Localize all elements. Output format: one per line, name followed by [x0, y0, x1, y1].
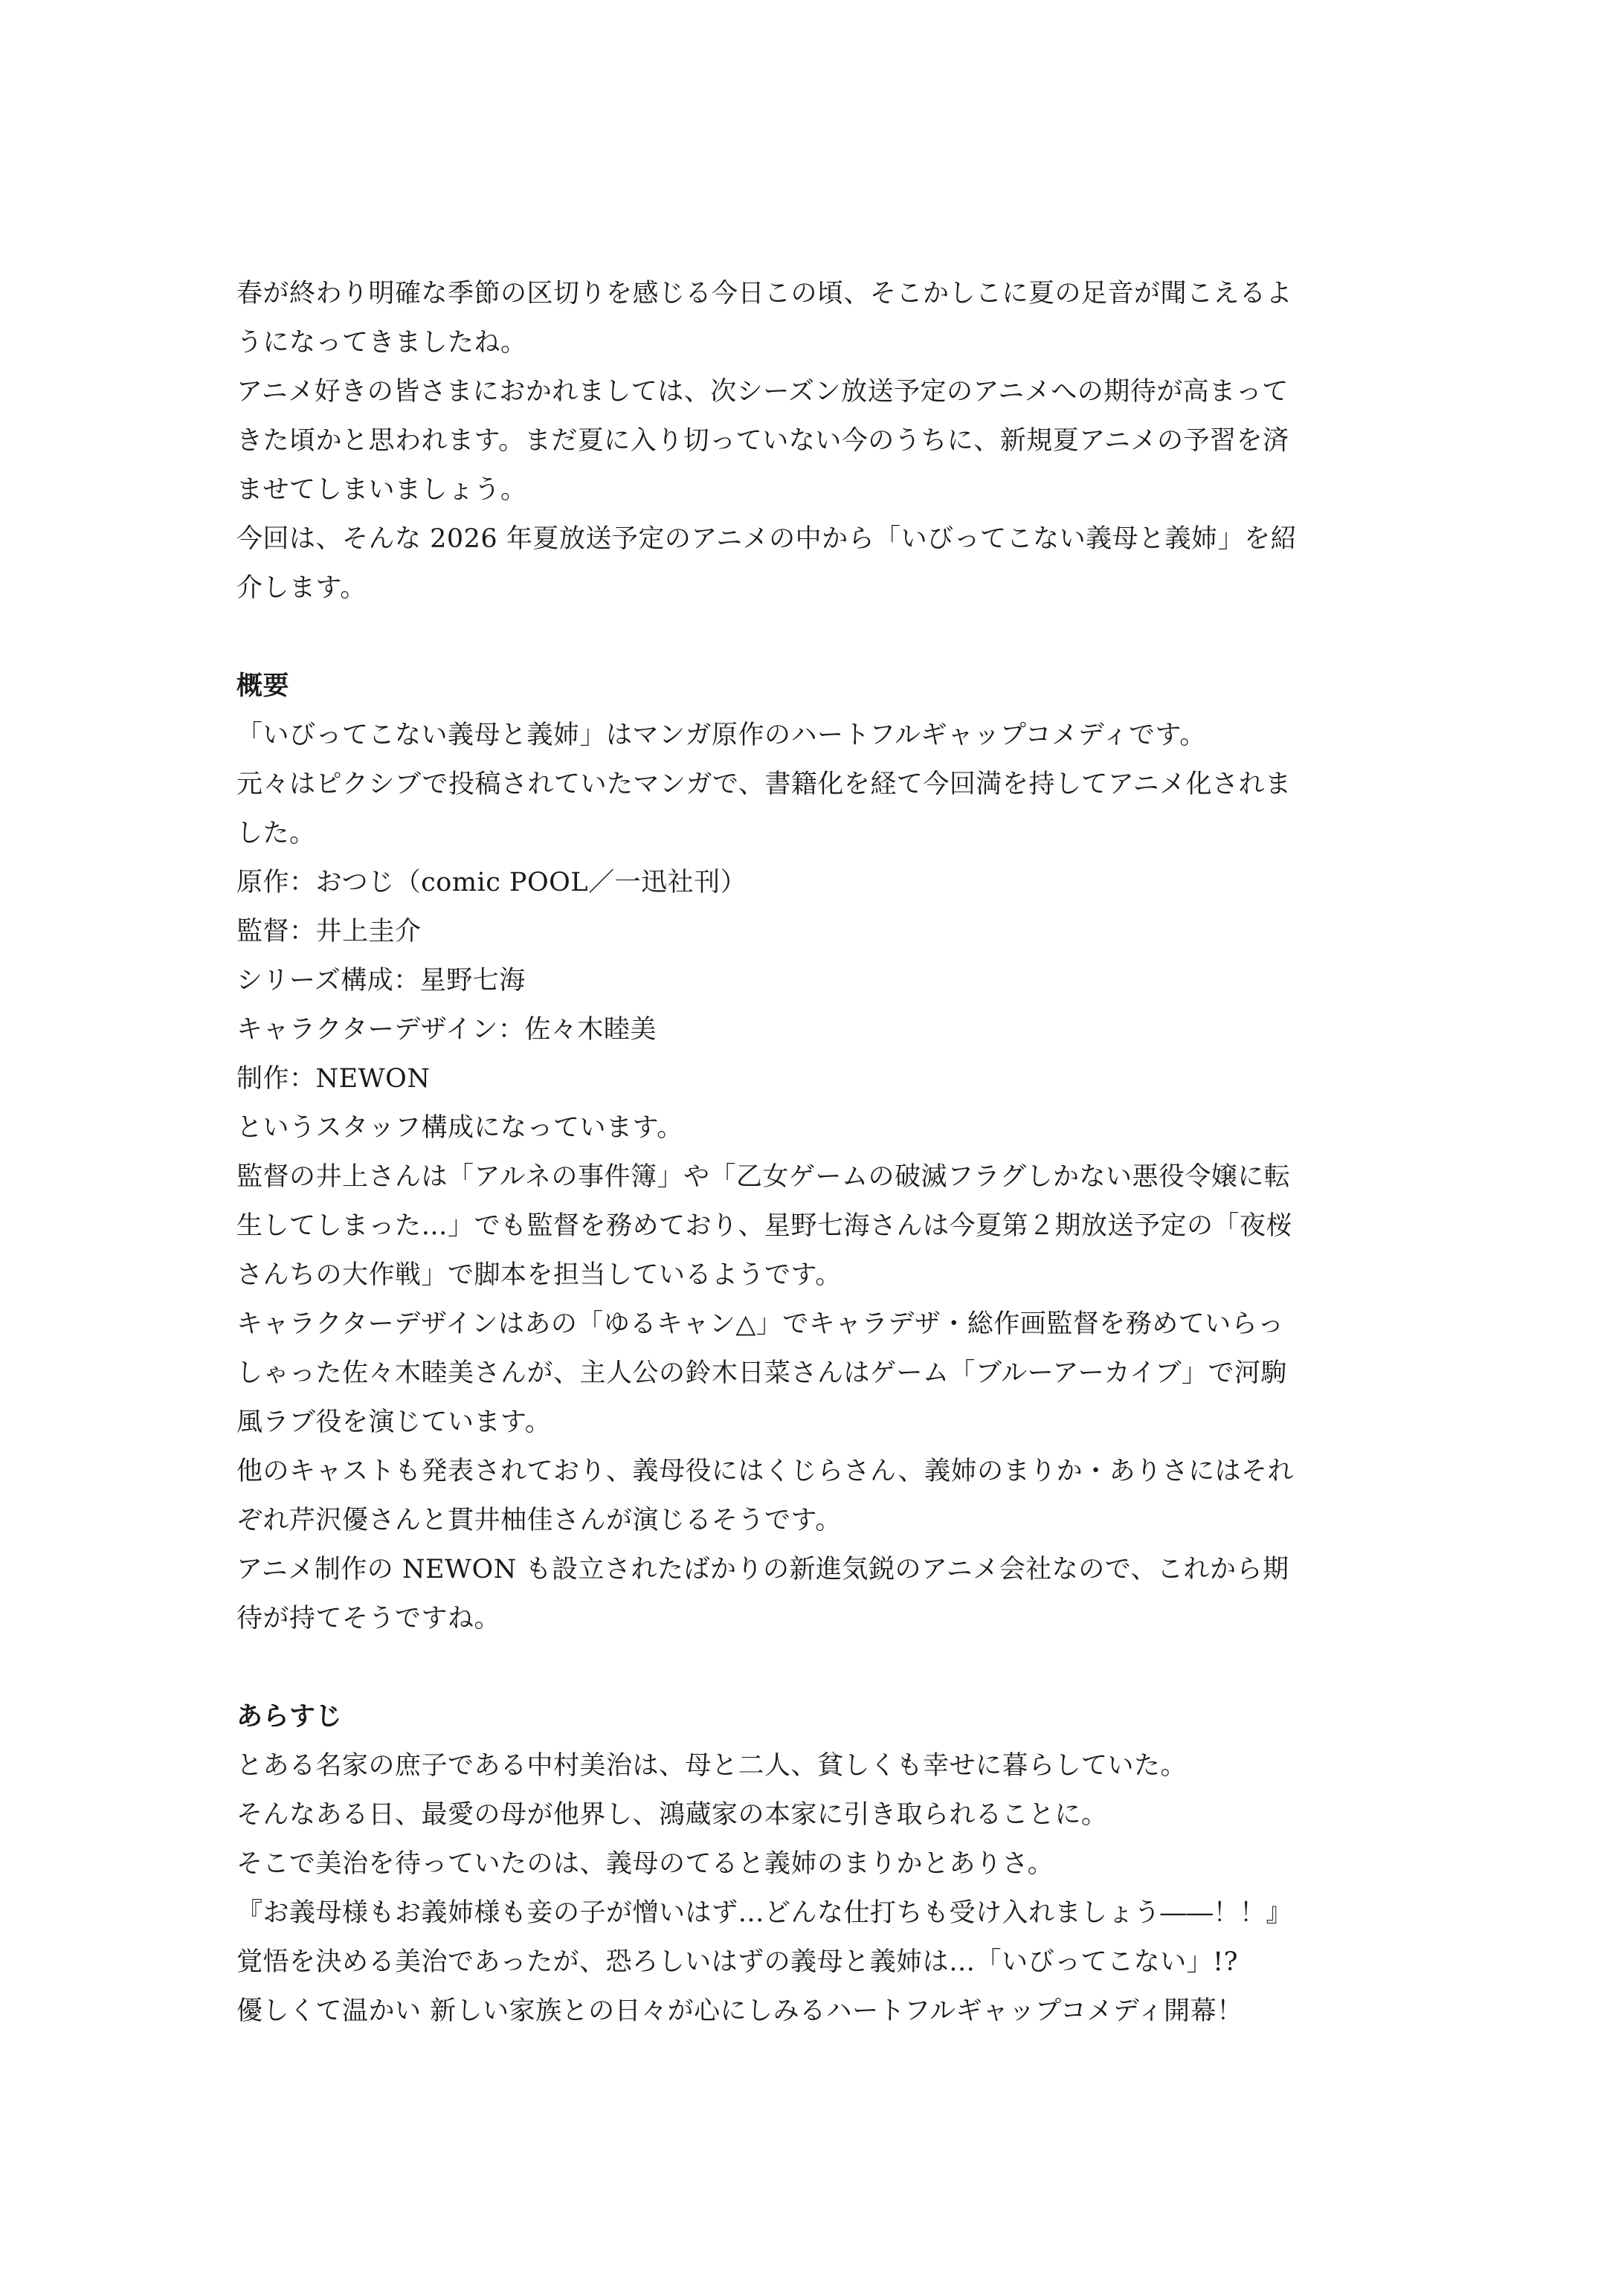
synopsis-line: そこで美治を待っていたのは、義母のてると義姉のまりかとありさ。: [236, 1849, 1054, 1879]
overview-line: ぞれ芹沢優さんと貫井柚佳さんが演じるそうです。: [236, 1506, 842, 1535]
overview-line: というスタッフ構成になっています。: [236, 1113, 683, 1143]
synopsis-line: 覚悟を決める美治であったが、恐ろしいはずの義母と義姉は…「いびってこない」!?: [236, 1947, 1238, 1977]
section-spacer: [236, 1643, 1396, 1692]
staff-original-work: 原作：おつじ（comic POOL／一迅社刊）: [236, 868, 747, 897]
synopsis-line: 優しくて温かい 新しい家族との日々が心にしみるハートフルギャップコメディ開幕！: [236, 1996, 1243, 2026]
staff-character-design: キャラクターデザイン：佐々木睦美: [236, 1015, 657, 1045]
intro-line: 介します。: [236, 573, 367, 603]
overview-line: キャラクターデザインはあの「ゆるキャン△」でキャラデザ・総作画監督を務めていらっ: [236, 1309, 1284, 1339]
synopsis-section: [236, 1692, 1396, 2036]
overview-line: 元々はピクシブで投稿されていたマンガで、書籍化を経て今回満を持してアニメ化されま: [236, 770, 1292, 799]
staff-series-composition: シリーズ構成：星野七海: [236, 966, 526, 996]
intro-line: アニメ好きの皆さまにおかれましては、次シーズン放送予定のアニメへの期待が高まって: [236, 377, 1289, 407]
synopsis-heading: あらすじ: [236, 1702, 343, 1732]
overview-section: [236, 662, 1396, 1643]
overview-line: 監督の井上さんは「アルネの事件簿」や「乙女ゲームの破滅フラグしかない悪役令嬢に転: [236, 1162, 1291, 1192]
overview-line: 風ラブ役を演じています。: [236, 1407, 552, 1437]
document-page: [236, 269, 1396, 2036]
intro-section: [236, 269, 1396, 613]
synopsis-line: 『お義母様もお義姉様も妾の子が憎いはず…どんな仕打ちも受け入れましょう――！！』: [236, 1898, 1293, 1928]
overview-line: さんちの大作戦」で脚本を担当しているようです。: [236, 1260, 842, 1290]
synopsis-line: とある名家の庶子である中村美治は、母と二人、貧しくも幸せに暮らしていた。: [236, 1751, 1188, 1781]
intro-line: うになってきましたね。: [236, 328, 527, 358]
section-spacer: [236, 613, 1396, 662]
staff-studio: 制作：NEWON: [236, 1064, 431, 1094]
overview-line: した。: [236, 819, 316, 848]
overview-line: アニメ制作の NEWON も設立されたばかりの新進気鋭のアニメ会社なので、これから期: [236, 1555, 1289, 1584]
overview-line: 「いびってこない義母と義姉」はマンガ原作のハートフルギャップコメディです。: [236, 720, 1206, 750]
intro-line: 春が終わり明確な季節の区切りを感じる今日この頃、そこかしこに夏の足音が聞こえるよ: [236, 279, 1293, 309]
overview-heading: 概要: [236, 671, 290, 701]
intro-line: 今回は、そんな 2026 年夏放送予定のアニメの中から「いびってこない義母と義姉」を紹: [236, 524, 1298, 554]
overview-line: 生してしまった…」でも監督を務めており、星野七海さんは今夏第２期放送予定の「夜桜: [236, 1211, 1293, 1241]
overview-line: 待が持てそうですね。: [236, 1604, 501, 1634]
overview-line: 他のキャストも発表されており、義母役にはくじらさん、義姉のまりか・ありさにはそれ: [236, 1457, 1295, 1486]
intro-line: きた頃かと思われます。まだ夏に入り切っていない今のうちに、新規夏アニメの予習を済: [236, 426, 1289, 456]
synopsis-line: そんなある日、最愛の母が他界し、鴻蔵家の本家に引き取られることに。: [236, 1800, 1108, 1830]
staff-director: 監督：井上圭介: [236, 917, 422, 947]
intro-line: ませてしまいましょう。: [236, 475, 527, 505]
overview-line: しゃった佐々木睦美さんが、主人公の鈴木日菜さんはゲーム「ブルーアーカイブ」で河駒: [236, 1358, 1288, 1388]
